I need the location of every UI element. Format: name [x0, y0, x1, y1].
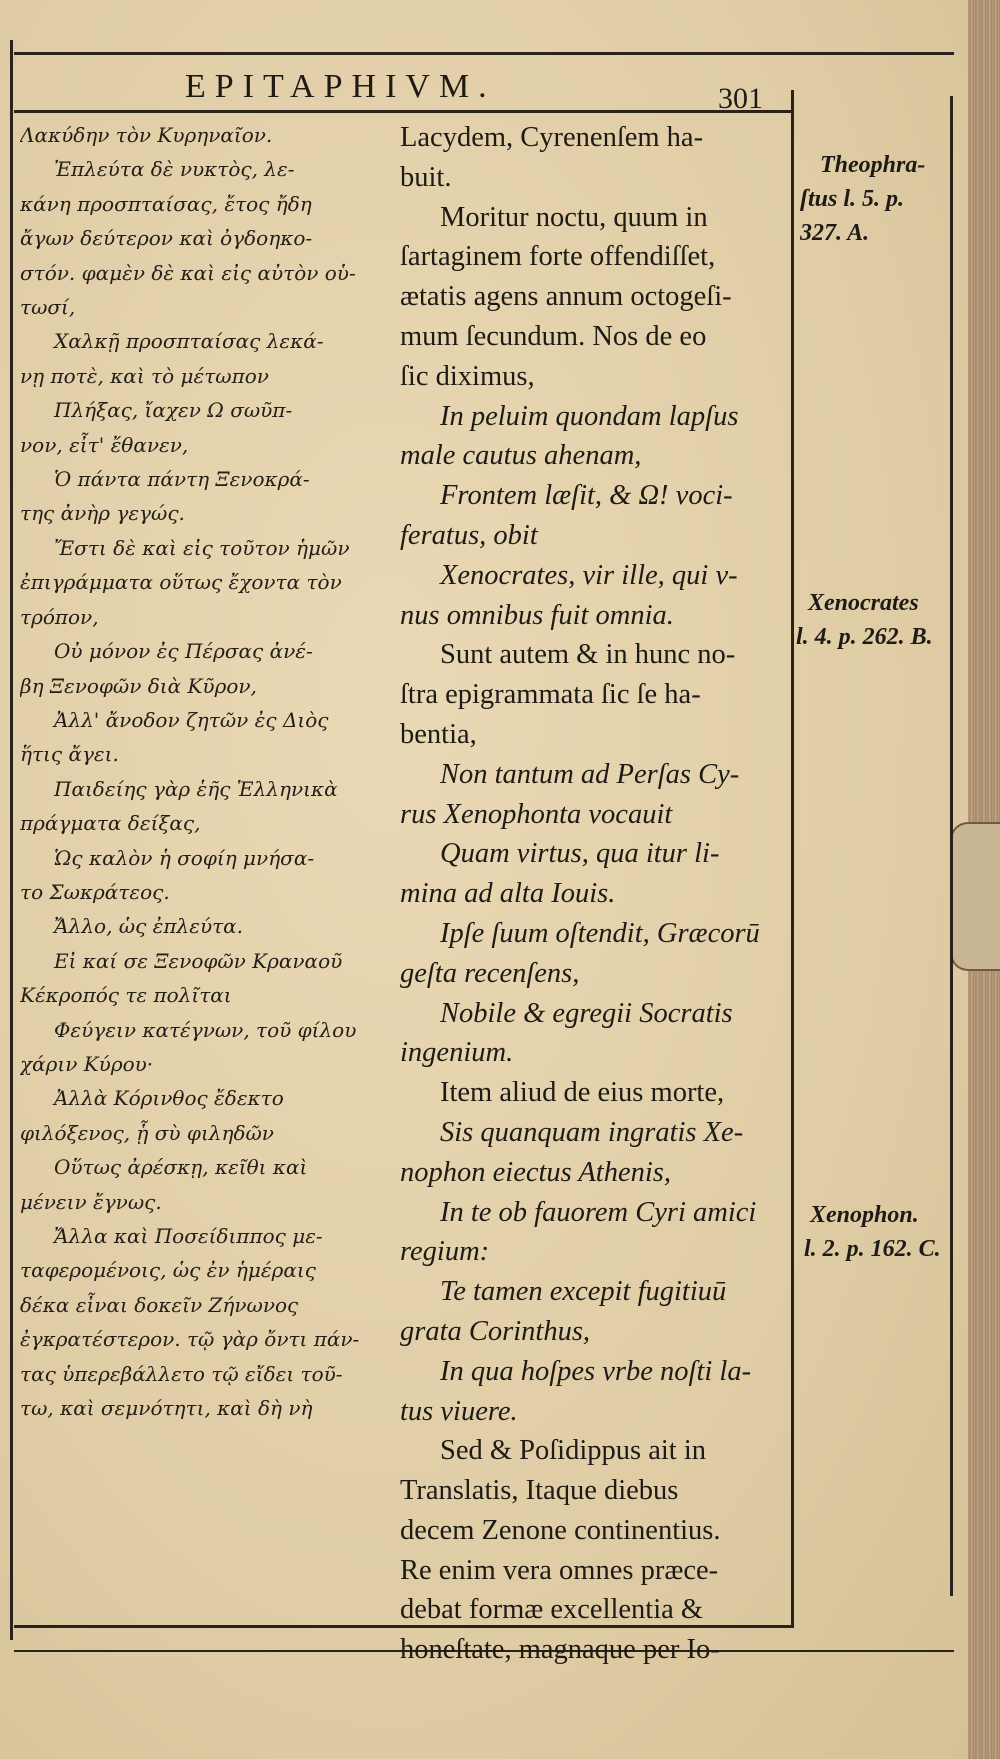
latin-line: mum ſecundum. Nos de eo: [400, 320, 707, 352]
latin-line: ingenium.: [400, 1037, 514, 1069]
latin-line: Sis quanquam ingratis Xe-: [440, 1116, 744, 1148]
latin-line: geſta recenſens,: [400, 957, 580, 989]
greek-line: Εἰ καί σε Ξενοφῶν Κραναοῦ: [54, 948, 343, 973]
latin-line: ſartaginem forte offendiſſet,: [400, 241, 716, 273]
latin-line: Item aliud de eius morte,: [440, 1077, 725, 1109]
latin-line: tus viuere.: [400, 1395, 518, 1427]
latin-line: Xenocrates, vir ille, qui v-: [440, 559, 738, 591]
greek-line: της ἀνὴρ γεγώς.: [20, 501, 185, 526]
greek-line: Κέκροπός τε πολῖται: [20, 983, 232, 1008]
greek-line: Ὡς καλὸν ἡ σοφίη μνήσα-: [54, 845, 315, 870]
latin-line: debat formæ excellentia &: [400, 1594, 704, 1626]
latin-line: mina ad alta Iouis.: [400, 878, 616, 910]
latin-line: Re enim vera omnes præce-: [400, 1554, 719, 1586]
greek-line: νῃ ποτὲ, καὶ τὸ μέτωπον: [20, 363, 269, 388]
margin-note-line: l. 2. p. 162. C.: [804, 1236, 941, 1262]
greek-line: Λακύδην τὸν Κυρηναῖον.: [20, 123, 273, 147]
latin-line: In qua hoſpes vrbe noſti la-: [440, 1355, 752, 1387]
latin-line: male cautus ahenam,: [400, 440, 642, 472]
greek-line: βη Ξενοφῶν διὰ Κῦρον,: [20, 673, 257, 698]
greek-line: ἐπιγράμματα οὕτως ἔχοντα τὸν: [20, 570, 342, 595]
latin-line: Sunt autem & in hunc no-: [440, 639, 736, 671]
greek-line: τας ὑπερεβάλλετο τῷ εἴδει τοῦ-: [20, 1361, 343, 1386]
greek-line: μένειν ἔγνως.: [20, 1189, 162, 1214]
book-tab: [950, 822, 1000, 971]
margin-note-line: Xenocrates: [808, 590, 919, 616]
latin-line: Frontem læſit, & Ω! voci-: [440, 480, 733, 512]
greek-line: ἄγων δεύτερον καὶ ὀγδοηκο-: [20, 226, 313, 251]
greek-line: πράγματα δείξας,: [20, 811, 201, 836]
latin-line: Non tantum ad Perſas Cy-: [440, 758, 740, 790]
latin-column: [400, 118, 788, 1670]
greek-line: Ὁ πάντα πάντη Ξενοκρά-: [54, 467, 310, 492]
latin-line: grata Corinthus,: [400, 1315, 591, 1347]
latin-line: decem Zenone continentius.: [400, 1514, 721, 1546]
latin-line: Nobile & egregii Socratis: [440, 997, 733, 1029]
greek-line: Οὐ μόνον ἐς Πέρσας ἀνέ-: [54, 639, 313, 664]
latin-line: Lacydem, Cyrenenſem ha-: [400, 122, 704, 153]
column-divider: [791, 90, 794, 1625]
latin-line: ſtra epigrammata ſic ſe ha-: [400, 679, 701, 711]
latin-line: In te ob fauorem Cyri amici: [440, 1196, 757, 1228]
running-head: EPITAPHIVM.: [185, 68, 496, 105]
latin-line: Te tamen excepit fugitiuū: [440, 1276, 727, 1308]
greek-line: τωσί,: [20, 295, 76, 320]
margin-note-line: Xenophon.: [810, 1202, 919, 1228]
margin-note-theophrastus: [800, 148, 925, 250]
greek-line: δέκα εἶναι δοκεῖν Ζήνωνος: [20, 1292, 299, 1317]
latin-line: ſic diximus,: [400, 360, 535, 392]
margin-note-line: 327. A.: [800, 220, 870, 246]
greek-line: ἥτις ἄγει.: [20, 742, 119, 767]
greek-line: φιλόξενος, ᾗ σὺ φιληδῶν: [20, 1120, 274, 1145]
greek-line: τω, καὶ σεμνότητι, καὶ δὴ νὴ: [20, 1396, 313, 1421]
greek-line: Οὕτως ἀρέσκῃ, κεῖθι καὶ: [54, 1155, 308, 1180]
greek-line: τρόπον,: [20, 604, 99, 629]
latin-line: Sed & Poſidippus ait in: [440, 1435, 707, 1467]
right-rule: [950, 96, 953, 1596]
header-rule: [14, 110, 794, 113]
latin-line: Quam virtus, qua itur li-: [440, 838, 720, 870]
greek-line: στόν. φαμὲν δὲ καὶ εἰς αὐτὸν οὑ-: [20, 260, 356, 285]
margin-note-line: l. 4. p. 262. B.: [796, 624, 933, 650]
greek-line: Ἄλλα καὶ Ποσείδιππος με-: [54, 1224, 323, 1248]
latin-line: honeſtate, magnaque per Io-: [400, 1634, 720, 1666]
greek-column: [20, 118, 372, 1425]
greek-line: Χαλκῇ προσπταίσας λεκά-: [54, 329, 324, 354]
greek-line: Ἐπλεύτα δὲ νυκτὸς, λε-: [54, 157, 295, 182]
greek-line: Παιδείης γὰρ ἑῆς Ἑλληνικὰ: [54, 776, 338, 801]
greek-line: Πλήξας, ἴαχεν Ω σωῦπ-: [54, 398, 293, 423]
latin-line: nus omnibus fuit omnia.: [400, 599, 674, 631]
greek-line: κάνη προσπταίσας, ἔτος ἤδη: [20, 191, 312, 216]
latin-line: bentia,: [400, 718, 477, 750]
margin-note-line: ſtus l. 5. p.: [800, 186, 905, 212]
latin-line: Ipſe ſuum oſtendit, Græcorū: [440, 917, 760, 949]
greek-line: ταφερομένοις, ὡς ἐν ἡμέραις: [20, 1258, 316, 1283]
greek-line: χάριν Κύρου·: [20, 1051, 154, 1076]
greek-line: ἐγκρατέστερον. τῷ γὰρ ὄντι πάν-: [20, 1327, 360, 1352]
margin-note-xenocrates: [796, 586, 933, 654]
latin-line: rus Xenophonta vocauit: [400, 798, 673, 830]
latin-line: buit.: [400, 161, 452, 193]
latin-line: Translatis, Itaque diebus: [400, 1475, 679, 1507]
greek-line: Ἄλλο, ὡς ἐπλεύτα.: [54, 914, 244, 939]
latin-line: feratus, obit: [400, 519, 538, 551]
latin-line: In peluim quondam lapſus: [440, 400, 739, 432]
greek-line: το Σωκράτεος.: [20, 879, 170, 904]
latin-line: ætatis agens annum octogeſi-: [400, 281, 732, 313]
latin-line: nophon eiectus Athenis,: [400, 1156, 671, 1188]
greek-line: Ἀλλὰ Κόρινθος ἔδεκτο: [54, 1086, 284, 1111]
margin-note-line: Theophra-: [820, 152, 926, 178]
greek-line: Ἀλλ' ἄνοδον ζητῶν ἐς Διὸς: [54, 707, 329, 732]
greek-line: Φεύγειν κατέγνων, τοῦ φίλου: [54, 1017, 357, 1042]
margin-note-xenophon: [804, 1198, 941, 1266]
left-rule: [10, 40, 13, 1640]
greek-line: νον, εἶτ' ἔθανεν,: [20, 432, 189, 457]
latin-line: Moritur noctu, quum in: [440, 201, 708, 233]
top-rule: [14, 52, 954, 55]
greek-line: Ἔστι δὲ καὶ εἰς τοῦτον ἡμῶν: [54, 535, 350, 560]
page-number: 301: [718, 82, 763, 115]
latin-line: regium:: [400, 1236, 490, 1268]
